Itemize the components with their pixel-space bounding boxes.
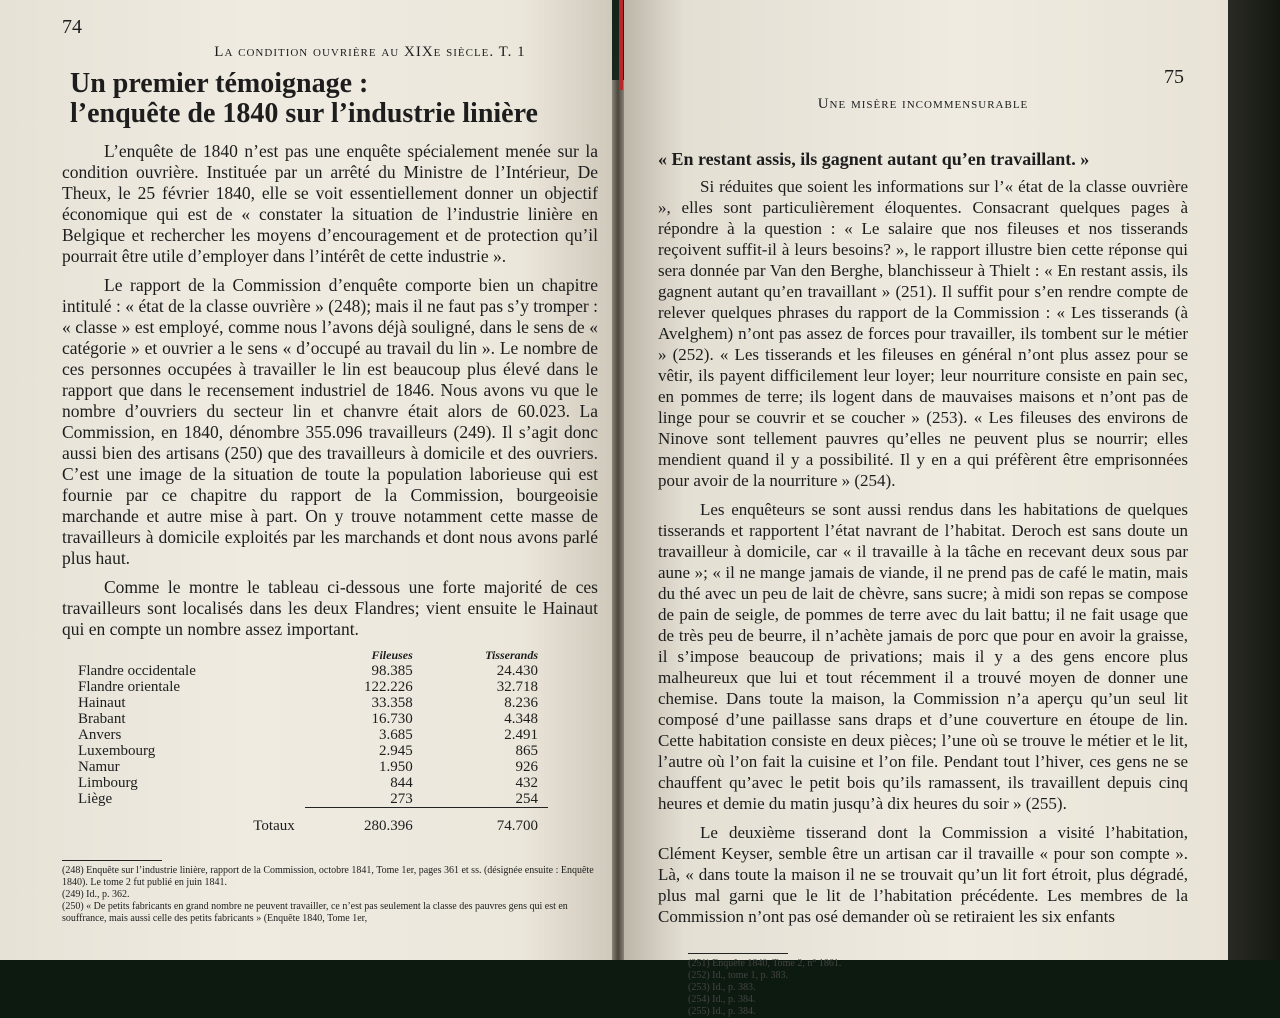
total-tisserands: 74.700 bbox=[423, 808, 548, 835]
col-header-fileuses: Fileuses bbox=[371, 648, 413, 662]
fileuses-cell: 122.226 bbox=[364, 679, 413, 695]
table-row bbox=[68, 711, 548, 727]
tisserands-cell: 32.718 bbox=[496, 679, 538, 695]
footnotes-right bbox=[688, 958, 1188, 1018]
table-row bbox=[68, 791, 548, 808]
region-cell: Hainaut bbox=[78, 695, 126, 711]
tisserands-cell: 8.236 bbox=[504, 695, 538, 711]
footnote: (255) Id., p. 384. bbox=[688, 1006, 756, 1017]
totals-row bbox=[68, 808, 548, 835]
region-cell: Anvers bbox=[78, 727, 122, 743]
table-row bbox=[68, 775, 548, 791]
tisserands-cell: 24.430 bbox=[496, 663, 538, 679]
tisserands-cell: 4.348 bbox=[504, 711, 538, 727]
fileuses-cell: 273 bbox=[390, 791, 413, 807]
section-subheading: « En restant assis, ils gagnent autant qu’en travaillant. » bbox=[658, 149, 1090, 169]
fileuses-cell: 3.685 bbox=[379, 727, 413, 743]
tisserands-cell: 865 bbox=[515, 743, 538, 759]
right-page bbox=[624, 0, 1228, 1017]
running-head-right: Une misère incommensurable bbox=[817, 96, 1029, 112]
heading-line: l’enquête de 1840 sur l’industrie linière bbox=[70, 98, 538, 129]
footnote-rule bbox=[688, 953, 788, 954]
table-row bbox=[68, 695, 548, 711]
totals-label: Totaux bbox=[253, 817, 295, 834]
table-row bbox=[68, 743, 548, 759]
background-edge bbox=[1228, 0, 1280, 960]
book-gutter bbox=[612, 80, 624, 960]
footnote: (252) Id., tome 1, p. 383. bbox=[688, 970, 788, 981]
region-cell: Liège bbox=[78, 791, 113, 808]
footnotes-left bbox=[62, 865, 598, 925]
fileuses-cell: 2.945 bbox=[379, 743, 413, 759]
footnote: (249) Id., p. 362. bbox=[62, 889, 130, 900]
table-row bbox=[68, 679, 548, 695]
total-fileuses: 280.396 bbox=[305, 808, 423, 835]
ribbon-marker bbox=[619, 0, 623, 90]
fileuses-cell: 16.730 bbox=[371, 711, 413, 727]
region-cell: Namur bbox=[78, 759, 120, 775]
table-row bbox=[68, 663, 548, 679]
footnote: (251) Enquête 1840, Tome 2, n° 1861. bbox=[688, 958, 842, 969]
col-header-tisserands: Tisserands bbox=[485, 648, 538, 662]
tisserands-cell: 2.491 bbox=[504, 727, 538, 743]
page-number-right: 75 bbox=[1164, 66, 1184, 88]
table-header-row bbox=[68, 648, 548, 663]
footnote-rule bbox=[62, 860, 162, 861]
footnote: (254) Id., p. 384. bbox=[688, 994, 756, 1005]
tisserands-cell: 254 bbox=[515, 791, 538, 807]
paragraph: Les enquêteurs se sont aussi rendus dans les habitations de quelques tisserands et rapportent l’état navrant de l’habitat. Deroch est sans doute un travailleur à domicile, car « il travaille à la tâche en recevant deux sous par aune »; « il ne mange jamais de viande, il ne prend pas de café le matin, mais du thé avec un peu de lait de chèvre, sans sucre; à midi son repas se compose de pain de seigle, de pommes de terre avec du lait battu; il ne fait usage que de très peu de beurre, il n’achète jamais de porc que pour en avoir la graisse, il s’impose beaucoup de privations; mais il y a des gens encore plus malheureux que lui et tout récemment il a trouvé moyen de donner une chemise. Dans toute la maison, la Commission n’a aperçu qu’un seul lit composé d’une paillasse sans draps et d’une couverture en étoupe de lin. Cette habitation consiste en deux pièces; l’une où se trouve le métier et le lit, l’autre où l’on fait la cuisine et l’on file. Pendant tout l’hiver, ces gens ne se chauffent qu’avec le petit bois qu’ils ramassent, ils travaillent depuis cinq heures et demie du matin jusqu’à dix heures du soir » (255). bbox=[658, 500, 1188, 813]
table-row bbox=[68, 759, 548, 775]
page-number-left: 74 bbox=[62, 16, 82, 38]
left-page bbox=[0, 0, 612, 960]
workers-table bbox=[68, 648, 548, 834]
region-cell: Brabant bbox=[78, 711, 126, 727]
region-cell: Flandre orientale bbox=[78, 679, 181, 695]
paragraph: L’enquête de 1840 n’est pas une enquête spécialement menée sur la condition ouvrière. Instituée par un arrêté du Ministre de l’Intérieur, De Theux, le 25 février 1840, elle se voit essentiellement donner un objectif économique qui est de « constater la situation de l’industrie linière en Belgique et rechercher les moyens d’encouragement et de protection qu’il pourrait être utile d’employer dans l’intérêt de cette industrie ». bbox=[62, 141, 598, 266]
region-cell: Limbourg bbox=[78, 775, 138, 791]
footnote: (248) Enquête sur l’industrie linière, rapport de la Commission, octobre 1841, Tome 1er, pages 361 et ss. (désignée ensuite : Enquête 1840). Le tome 2 fut publié en juin 1841. bbox=[62, 865, 594, 888]
paragraph: Le rapport de la Commission d’enquête comporte bien un chapitre intitulé : « état de la classe ouvrière » (248); mais il ne faut pas s’y tromper : « classe » est employé, comme nous l’avons déjà souligné, dans le sens de « catégorie » et ouvrier a le sens « d’occupé au travail du lin ». Le nombre de ces personnes occupées à travailler le lin est beaucoup plus élevé dans le rapport que dans le recensement industriel de 1846. Nous avons vu que le nombre d’ouvriers du secteur lin et chanvre était alors de 60.023. La Commission, en 1840, dénombre 355.096 travailleurs (249). Il s’agit donc aussi bien des artisans (250) que des travailleurs à domicile et des ouvriers. C’est une image de la situation de toute la population laborieuse qui est fournie par ce chapitre du rapport de la Commission, bourgeoisie marchande et autre mise à part. On y trouve notamment cette masse de travailleurs à domicile exploités par les marchands et dont nous avons parlé plus haut. bbox=[62, 275, 598, 568]
region-cell: Flandre occidentale bbox=[78, 663, 196, 679]
fileuses-cell: 98.385 bbox=[371, 663, 413, 679]
fileuses-cell: 844 bbox=[390, 775, 413, 791]
fileuses-cell: 33.358 bbox=[371, 695, 413, 711]
paragraph: Comme le montre le tableau ci-dessous une forte majorité de ces travailleurs sont localisés dans les deux Flandres; vient ensuite le Hainaut qui en compte un nombre assez important. bbox=[62, 577, 598, 639]
paragraph: Si réduites que soient les informations sur l’« état de la classe ouvrière », elles sont particulièrement éloquentes. Consacrant quelques pages à répondre à la question : « Le salaire que nos fileuses et nos tisserands reçoivent suffit-il à leurs besoins? », le rapport illustre bien cette réponse qui sera donnée par Van den Berghe, blanchisseur à Thielt : « En restant assis, ils gagnent autant qu’en travaillant » (251). Il suffit pour s’en rendre compte de relever quelques phrases du rapport de la Commission : « Les tisserands (à Avelghem) n’ont pas assez de forces pour travailler, ils tombent sur le métier » (252). « Les tisserands et les fileuses en général n’ont plus assez pour se vêtir, ils payent difficilement leur loyer; leur nourriture consiste en pain sec, en pommes de terre; ils logent dans de mauvaises maisons et n’ont pas de linge pour se couvrir et se coucher » (253). « Les fileuses des environs de Ninove sont tellement pauvres qu’elles ne peuvent plus se nourrir; elles mendient quand il y a possibilité. Il y en a qui préfèrent être emprisonnées pour avoir de la nourriture » (254). bbox=[658, 177, 1188, 490]
region-cell: Luxembourg bbox=[78, 743, 156, 759]
heading-line: Un premier témoignage : bbox=[70, 68, 369, 99]
chapter-heading bbox=[70, 69, 598, 129]
tisserands-cell: 432 bbox=[515, 775, 538, 791]
footnote: (253) Id., p. 383. bbox=[688, 982, 756, 993]
running-head-left: La condition ouvrière au XIXe siècle. T. 1 bbox=[214, 44, 526, 60]
footnote: (250) « De petits fabricants en grand nombre ne peuvent travailler, ce n’est pas seulement la classe des pauvres gens qui est en souffrance, mais aussi celle des petits fabricants » (Enquête 1840, Tome 1er, bbox=[62, 901, 568, 924]
table-row bbox=[68, 727, 548, 743]
tisserands-cell: 926 bbox=[515, 759, 538, 775]
paragraph: Le deuxième tisserand dont la Commission a visité l’habitation, Clément Keyser, semble être un artisan car il travaille « pour son compte ». Là, « dans toute la maison il ne se trouvait qu’un lit fort étroit, plus dégradé, plus mal garni que le lit de l’habitation précédente. Les membres de la Commission n’ont pas osé demander où se retiraient les six enfants bbox=[658, 823, 1188, 926]
fileuses-cell: 1.950 bbox=[379, 759, 413, 775]
